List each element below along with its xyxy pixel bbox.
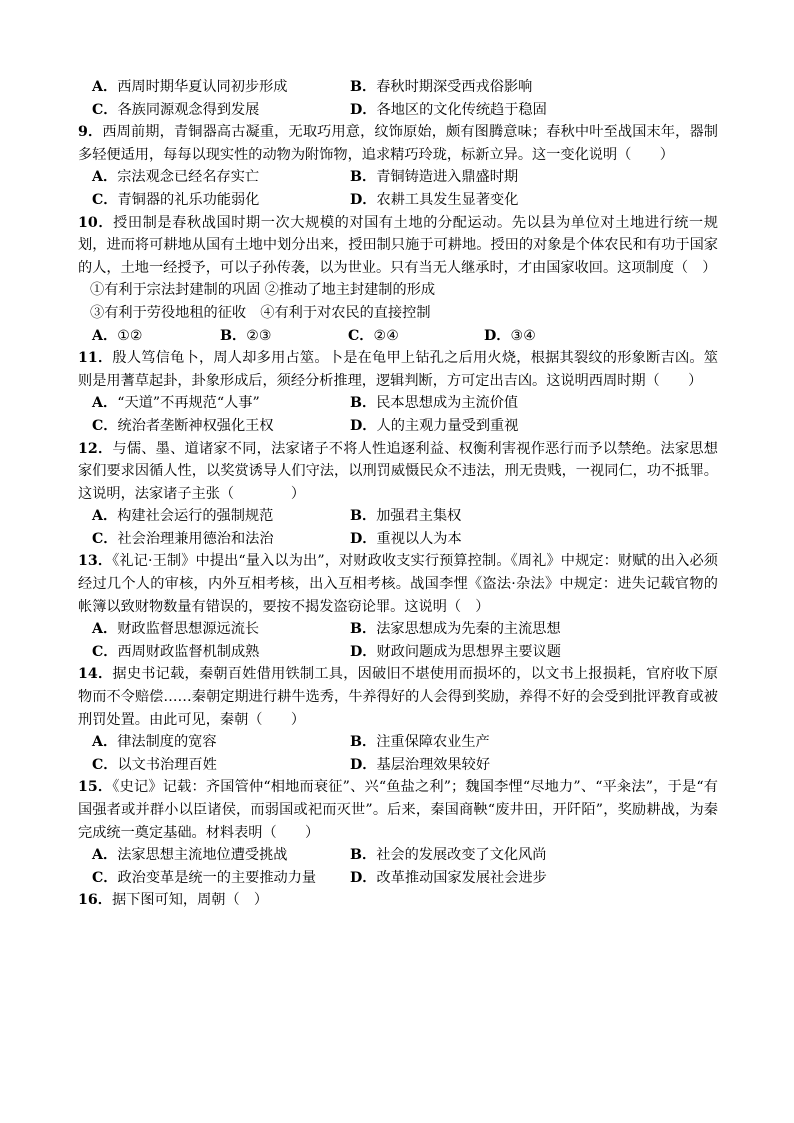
q12-option-b[interactable]: B．加强君主集权 <box>350 508 462 525</box>
q12-option-d[interactable]: D．重视以人为本 <box>350 530 462 547</box>
q14-options <box>78 731 718 776</box>
question-stem: 授田制是春秋战国时期一次大规模的对国有土地的分配运动。先以县为单位对土地进行统一规划，进而将可耕地从国有土地中划分出来，授田制只施于可耕地。授田的对象是个体农民和有功于国家的人，土地一经授予，可以子孙传袭，以为世业。只有当无人继承时，才由国家收回。这项制度（ ） <box>78 214 718 276</box>
question-stem: 与儒、墨、道诸家不同，法家诸子不将人性追逐利益、权衡利害视作恶行而予以禁绝。法家思想家们要求因循人性，以奖赏诱导人们守法，以刑罚威慑民众不违法，刑无贵贱，一视同仁，功不抵罪。这说明，法家诸子主张（ ） <box>78 440 718 502</box>
question-14 <box>78 663 718 731</box>
question-number: 10． <box>78 214 114 231</box>
q8-option-d[interactable]: D．各地区的文化传统趋于稳固 <box>350 101 547 118</box>
question-10 <box>78 212 718 280</box>
question-13 <box>78 550 718 618</box>
q9-option-b[interactable]: B．青铜铸造进入鼎盛时期 <box>350 169 519 186</box>
question-stem: 据下图可知，周朝（ ） <box>111 892 269 909</box>
q10-options <box>78 325 718 348</box>
exam-page <box>78 76 718 912</box>
q13-options <box>78 618 718 663</box>
q13-option-c[interactable]: C．西周财政监督机制成熟 <box>92 643 260 660</box>
q10-option-d[interactable]: D．③④ <box>484 327 536 344</box>
q11-option-b[interactable]: B．民本思想成为主流价值 <box>350 395 519 412</box>
q11-option-a[interactable]: A．“天道”不再规范“人事” <box>92 395 260 412</box>
q11-options <box>78 392 718 437</box>
q12-option-c[interactable]: C．社会治理兼用德治和法治 <box>92 530 274 547</box>
question-12 <box>78 438 718 506</box>
q13-option-a[interactable]: A．财政监督思想源远流长 <box>92 621 260 638</box>
q15-option-b[interactable]: B．社会的发展改变了文化风尚 <box>350 847 547 864</box>
question-11 <box>78 347 718 392</box>
q10-statements-2: ③有利于劳役地租的征收 ④有利于对农民的直接控制 <box>90 304 431 321</box>
question-stem: 据史书记载，秦朝百姓借用铁制工具，因破旧不堪使用而损坏的，以文书上报损耗，官府收下原物而不令赔偿……秦朝定期进行耕牛选秀，牛养得好的人会得到奖励，养得不好的会受到批评教育或被刑罚处置。由此可见，秦朝（ ） <box>78 666 718 728</box>
question-9 <box>78 121 718 166</box>
q10-option-c[interactable]: C．②④ <box>348 327 399 344</box>
question-16 <box>78 889 718 912</box>
question-15 <box>78 776 718 844</box>
q14-option-b[interactable]: B．注重保障农业生产 <box>350 734 490 751</box>
q9-options <box>78 166 718 211</box>
q8-options <box>78 76 718 121</box>
question-stem: 西周前期，青铜器高古凝重，无取巧用意，纹饰原始，颇有图腾意味；春秋中叶至战国末年，器制多轻便适用，每每以现实性的动物为附饰物，追求精巧玲珑，标新立异。这一变化说明（ ） <box>78 124 718 163</box>
q13-option-b[interactable]: B．法家思想成为先秦的主流思想 <box>350 621 561 638</box>
question-number: 14． <box>78 666 113 683</box>
q9-option-c[interactable]: C．青铜器的礼乐功能弱化 <box>92 191 260 208</box>
q8-option-c[interactable]: C．各族同源观念得到发展 <box>92 101 260 118</box>
question-number: 16． <box>78 892 112 909</box>
q10-statements-1: ①有利于宗法封建制的巩固 ②推动了地主封建制的形成 <box>90 282 436 299</box>
q13-option-d[interactable]: D．财政问题成为思想界主要议题 <box>350 643 561 660</box>
question-number: 15． <box>78 779 113 796</box>
q12-options <box>78 505 718 550</box>
question-number: 9． <box>78 124 103 141</box>
q9-option-d[interactable]: D．农耕工具发生显著变化 <box>350 191 519 208</box>
question-stem: 殷人笃信龟卜，周人却多用占筮。卜是在龟甲上钻孔之后用火烧，根据其裂纹的形象断吉凶。筮则是用蓍草起卦，卦象形成后，须经分析推理，逻辑判断，方可定出吉凶。这说明西周时期（ ） <box>78 350 718 389</box>
question-number: 11． <box>78 350 113 367</box>
question-number: 12． <box>78 440 113 457</box>
question-stem: 《史记》记载：齐国管仲“相地而衰征”、兴“鱼盐之利”；魏国李悝“尽地力”、“平籴法”，于是“有国强者或并群小以臣诸侯，而弱国或祀而灭世”。后来，秦国商鞅“废井田，开阡陌”，奖励耕战，为秦完成统一奠定基础。材料表明（ ） <box>78 779 718 841</box>
q11-option-d[interactable]: D．人的主观力量受到重视 <box>350 417 519 434</box>
question-number: 13． <box>78 553 113 570</box>
q11-option-c[interactable]: C．统治者垄断神权强化王权 <box>92 417 274 434</box>
q12-option-a[interactable]: A．构建社会运行的强制规范 <box>92 508 274 525</box>
q10-option-b[interactable]: B．②③ <box>220 327 272 344</box>
q15-options <box>78 844 718 889</box>
q10-option-a[interactable]: A．①② <box>92 327 143 344</box>
q9-option-a[interactable]: A．宗法观念已经名存实亡 <box>92 169 260 186</box>
q15-option-c[interactable]: C．政治变革是统一的主要推动力量 <box>92 869 317 886</box>
q8-option-a[interactable]: A．西周时期华夏认同初步形成 <box>92 79 288 95</box>
q14-option-d[interactable]: D．基层治理效果较好 <box>350 756 491 773</box>
q8-option-b[interactable]: B．春秋时期深受西戎俗影响 <box>350 79 533 95</box>
q15-option-a[interactable]: A．法家思想主流地位遭受挑战 <box>92 847 288 864</box>
q15-option-d[interactable]: D．改革推动国家发展社会进步 <box>350 869 547 886</box>
q14-option-a[interactable]: A．律法制度的宽容 <box>92 734 217 751</box>
q14-option-c[interactable]: C．以文书治理百姓 <box>92 756 217 773</box>
question-stem: 《礼记·王制》中提出“量入以为出”，对财政收支实行预算控制。《周礼》中规定：财赋的出入必须经过几个人的审核，内外互相考核，出入互相考核。战国李悝《盗法·杂法》中规定：进失记载官物的帐簿以致财物数量有错误的，要按不揭发盗窃论罪。这说明（ ） <box>78 553 718 615</box>
